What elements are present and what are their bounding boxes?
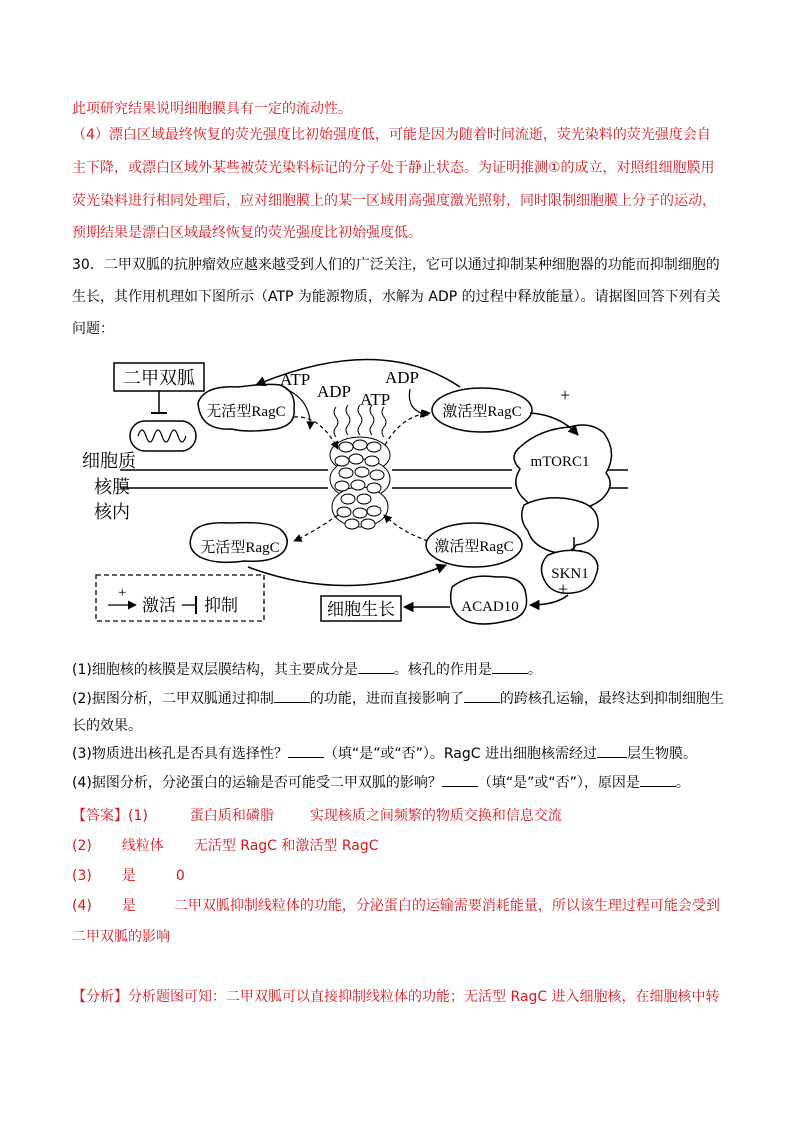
legend-activate-label: 激活 xyxy=(142,596,176,615)
answer-3: (3) 是 0 xyxy=(72,868,185,884)
plus-top: + xyxy=(560,385,571,405)
blank-q1-a xyxy=(358,673,394,674)
question-3: (3)物质进出核孔是否具有选择性？ （填“是”或“否”）。RagC 进出细胞核需经过 层生物膜。 xyxy=(72,746,697,762)
question-2-line-1: (2)据图分析，二甲双胍通过抑制 的功能，进而直接影响了 的跨核孔运输，最终达到抑制细胞生 xyxy=(72,691,724,707)
mtorc1-label: mTORC1 xyxy=(530,454,590,470)
answer-line-5: 预期结果是漂白区域最终恢复的荧光强度比初始强度低。 xyxy=(72,225,422,241)
blank-q2-a xyxy=(274,702,310,703)
label-cytoplasm: 细胞质 xyxy=(82,451,136,471)
mechanism-diagram xyxy=(80,355,640,640)
blank-q4-b xyxy=(640,786,676,787)
blank-q2-b xyxy=(464,702,500,703)
question-intro-3: 问题： xyxy=(72,321,114,337)
atp-right-label: ATP xyxy=(360,390,391,409)
analysis: 【分析】分析题图可知：二甲双胍可以直接抑制线粒体的功能；无活型 RagC 进入细胞核，在细胞核中转 xyxy=(72,989,720,1005)
blank-q4-a xyxy=(442,786,478,787)
question-intro-1: 30．二甲双胍的抗肿瘤效应越来越受到人们的广泛关注，它可以通过抑制某种细胞器的功能而抑制细胞的 xyxy=(72,257,720,273)
answer-line-1: 此项研究结果说明细胞膜具有一定的流动性。 xyxy=(72,101,352,117)
atp-left-label: ATP xyxy=(280,370,311,389)
answer-4-continued: 二甲双胍的影响 xyxy=(72,929,170,945)
legend-plus: + xyxy=(118,585,127,601)
question-intro-2: 生长，其作用机理如下图所示（ATP 为能源物质，水解为 ADP 的过程中释放能量）。请据图回答下列有关 xyxy=(72,289,721,305)
question-1: (1)细胞核的核膜是双层膜结构，其主要成分是 。核孔的作用是 。 xyxy=(72,662,542,678)
answer-line-3: 主下降，或漂白区域外某些被荧光染料标记的分子处于静止状态。为证明推测①的成立，对照组细胞膜用 xyxy=(72,160,715,176)
question-2-line-2: 长的效果。 xyxy=(72,718,142,734)
cell-growth-label: 细胞生长 xyxy=(327,600,395,619)
mitochondrion-shape xyxy=(130,421,196,451)
label-nuclear-membrane: 核膜 xyxy=(94,477,130,497)
nuclear-pore-complex xyxy=(330,405,390,529)
answer-4: (4) 是 二甲双胍抑制线粒体的功能，分泌蛋白的运输需要消耗能量，所以该生理过程可能会受到 xyxy=(72,898,720,914)
blank-q3-a xyxy=(288,757,324,758)
answer-1: 【答案】(1) 蛋白质和磷脂 实现核质之间频繁的物质交换和信息交流 xyxy=(72,808,562,824)
answer-line-4: 荧光染料进行相同处理后，应对细胞膜上的某一区域用高强度激光照射，同时限制细胞膜上分子的运动， xyxy=(72,193,716,209)
active-ragc-bottom-label: 激活型RagC xyxy=(434,539,514,555)
skn1-label: SKN1 xyxy=(551,566,589,582)
acad10-label: ACAD10 xyxy=(461,599,519,615)
adp-right-label: ADP xyxy=(385,368,420,387)
answer-line-2: （4）漂白区域最终恢复的荧光强度比初始强度低，可能是因为随着时间流逝，荧光染料的荧光强度会自 xyxy=(72,127,711,143)
inactive-ragc-bottom-label: 无活型RagC xyxy=(200,540,280,556)
blank-q3-b xyxy=(597,757,627,758)
question-4: (4)据图分析，分泌蛋白的运输是否可能受二甲双胍的影响？ （填“是”或“否”），原因是 。 xyxy=(72,775,690,791)
drug-label: 二甲双胍 xyxy=(123,368,195,388)
label-nucleus: 核内 xyxy=(94,502,130,522)
plus-bottom: + xyxy=(558,579,569,599)
answer-2: (2) 线粒体 无活型 RagC 和激活型 RagC xyxy=(72,838,379,854)
legend-inhibit-label: 抑制 xyxy=(204,596,238,615)
adp-left-label: ADP xyxy=(317,382,352,401)
inactive-ragc-top-label: 无活型RagC xyxy=(206,404,286,420)
blank-q1-b xyxy=(492,673,528,674)
active-ragc-top-label: 激活型RagC xyxy=(442,404,522,420)
